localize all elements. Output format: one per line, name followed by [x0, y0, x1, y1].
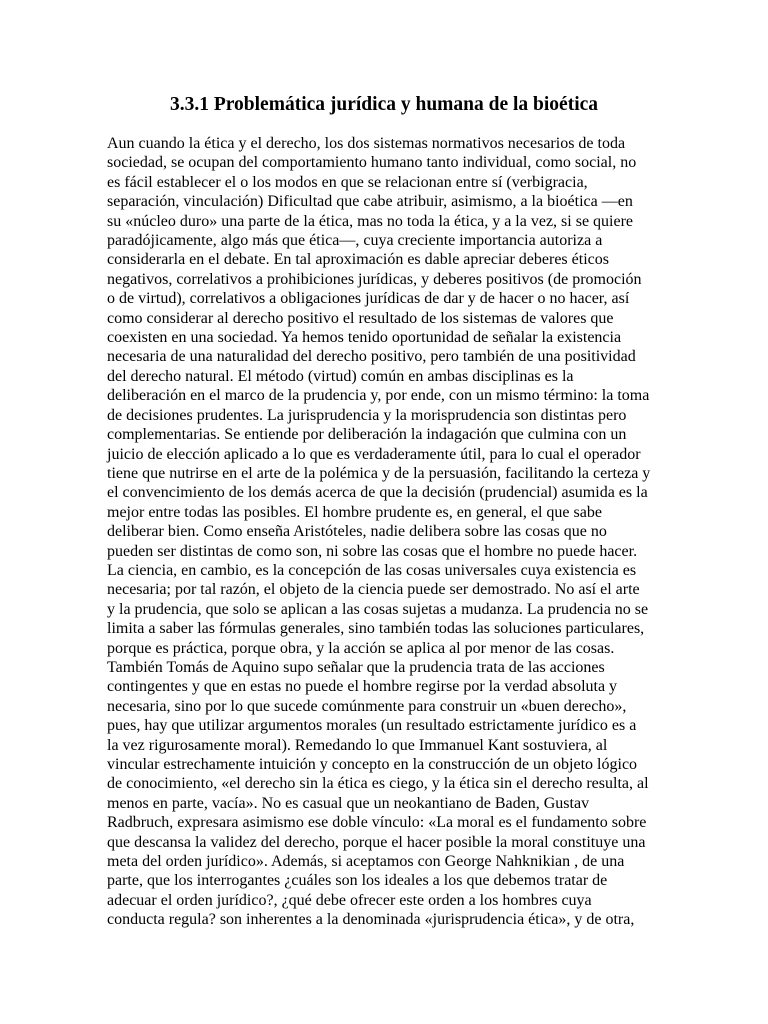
- text-line: parte, que los interrogantes ¿cuáles son los ideales a los que debemos tratar de: [107, 872, 608, 890]
- text-line: menos en parte, vacía». No es casual que un neokantiano de Baden, Gustav: [107, 794, 590, 812]
- text-line: pueden ser distintas de como son, ni sobre las cosas que el hombre no puede hacer.: [107, 542, 638, 560]
- text-line: Radbruch, expresara asimismo ese doble vínculo: «La moral es el fundamento sobre: [107, 814, 647, 832]
- text-line: tiene que nutrirse en el arte de la polémica y de la persuasión, facilitando la certeza y: [107, 464, 651, 482]
- text-line: paradójicamente, algo más que ética—, cuya creciente importancia autoriza a: [107, 232, 603, 250]
- text-line: meta del orden jurídico». Además, si aceptamos con George Nahknikian , de una: [107, 853, 625, 871]
- text-line: como considerar al derecho positivo el resultado de los sistemas de valores que: [107, 309, 614, 327]
- text-line: vincular estrechamente intuición y concepto en la construcción de un objeto lógico: [107, 756, 638, 773]
- text-line: pues, hay que utilizar argumentos morales (un resultado estrictamente jurídico es a: [107, 717, 637, 735]
- text-line: necesaria de una naturalidad del derecho positivo, pero también de una positividad: [107, 348, 636, 366]
- section-title: 3.3.1 Problemática jurídica y humana de la bioética: [169, 94, 599, 115]
- text-line: considerarla en el debate. En tal aproximación es dable apreciar deberes éticos: [107, 251, 609, 269]
- text-line: porque es práctica, porque obra, y la acción se aplica al por menor de las cosas.: [107, 639, 615, 657]
- text-line: es fácil establecer el o los modos en que se relacionan entre sí (verbigracia,: [107, 173, 588, 191]
- text-line: negativos, correlativos a prohibiciones jurídicas, y deberes positivos (de promoción: [107, 270, 642, 288]
- text-line: el convencimiento de los demás acerca de que la decisión (prudencial) asumida es la: [107, 484, 648, 502]
- text-line: sociedad, se ocupan del comportamiento humano tanto individual, como social, no: [107, 154, 637, 172]
- body-paragraph: [107, 134, 667, 930]
- text-line: de conocimiento, «el derecho sin la ética es ciego, y la ética sin el derecho resulta, al: [107, 775, 649, 793]
- text-line: la vez rigurosamente moral). Remedando lo que Immanuel Kant sostuviera, al: [107, 736, 608, 754]
- text-line: y la prudencia, que solo se aplican a las cosas sujetas a mudanza. La prudencia no se: [107, 600, 649, 618]
- text-line: de decisiones prudentes. La jurisprudencia y la morisprudencia son distintas pero: [107, 406, 627, 424]
- text-line: contingentes y que en estas no puede el hombre regirse por la verdad absoluta y: [107, 678, 618, 696]
- text-line: que descansa la validez del derecho, porque el hacer posible la moral constituye una: [107, 833, 646, 851]
- text-line: necesaria; por tal razón, el objeto de la ciencia puede ser demostrado. No así el arte: [107, 581, 640, 599]
- text-line: conducta regula? son inherentes a la denominada «jurisprudencia ética», y de otra,: [107, 911, 635, 929]
- text-line: juicio de elección aplicado a lo que es verdaderamente útil, para lo cual el operador: [107, 445, 641, 463]
- text-line: o de virtud), correlativos a obligaciones jurídicas de dar y de hacer o no hacer, así: [107, 290, 630, 308]
- text-line: su «núcleo duro» una parte de la ética, mas no toda la ética, y a la vez, si se quiere: [107, 212, 634, 230]
- text-line: deliberar bien. Como enseña Aristóteles, nadie delibera sobre las cosas que no: [107, 523, 607, 541]
- text-line: adecuar el orden jurídico?, ¿qué debe ofrecer este orden a los hombres cuya: [107, 891, 592, 909]
- text-line: La ciencia, en cambio, es la concepción de las cosas universales cuya existencia es: [107, 561, 637, 579]
- text-line: complementarias. Se entiende por deliberación la indagación que culmina con un: [107, 426, 627, 444]
- text-line: separación, vinculación) Dificultad que cabe atribuir, asimismo, a la bioética —en: [107, 193, 633, 211]
- text-line: necesaria, sino por lo que sucede comúnmente para construir un «buen derecho»,: [107, 697, 627, 715]
- text-line: del derecho natural. El método (virtud) común en ambas disciplinas es la: [107, 367, 574, 385]
- text-line: mejor entre todas las posibles. El hombre prudente es, en general, el que sabe: [107, 503, 602, 521]
- text-line: deliberación en el marco de la prudencia y, por ende, con un mismo término: la toma: [107, 387, 650, 405]
- text-line: Aun cuando la ética y el derecho, los dos sistemas normativos necesarios de toda: [107, 135, 626, 152]
- text-line: limita a saber las fórmulas generales, sino también todas las soluciones particulares,: [107, 620, 645, 638]
- text-line: coexisten en una sociedad. Ya hemos tenido oportunidad de señalar la existencia: [107, 329, 622, 347]
- text-line: También Tomás de Aquino supo señalar que la prudencia trata de las acciones: [107, 658, 605, 676]
